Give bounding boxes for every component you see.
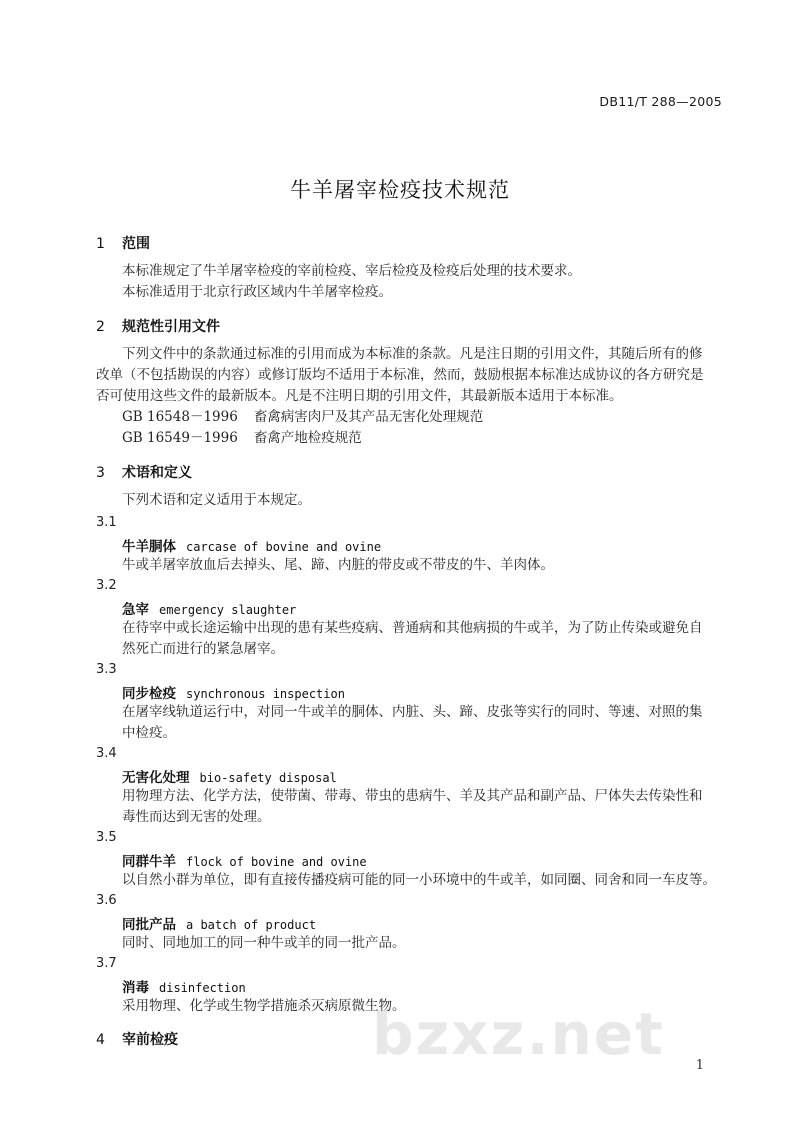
term-heading [122,682,345,702]
term-zh: 无害化处理 [122,770,190,786]
section-title: 范围 [122,236,150,252]
term-definition: 在屠宰线轨道运行中，对同一牛或羊的胴体、内脏、头、蹄、皮张等实行的同时、等速、对照的集 [122,704,703,720]
section-4-heading [96,1029,178,1049]
section-title: 宰前检疫 [122,1032,178,1048]
paragraph-line: 下列文件中的条款通过标准的引用而成为本标准的条款。凡是注日期的引用文件，其随后所有的修 [122,346,703,362]
reference-code: GB 16548－1996 [122,409,238,425]
term-heading [122,766,337,786]
term-definition: 毒性而达到无害的处理。 [122,809,271,825]
paragraph: 本标准规定了牛羊屠宰检疫的宰前检疫、宰后检疫及检疫后处理的技术要求。 [122,263,581,279]
paragraph: 本标准适用于北京行政区域内牛羊屠宰检疫。 [122,284,392,300]
term-en: disinfection [159,981,246,995]
paragraph: 下列术语和定义适用于本规定。 [122,492,311,508]
term-heading [122,535,381,555]
term-number: 3.1 [96,515,117,530]
section-title: 术语和定义 [122,465,192,481]
term-zh: 牛羊胴体 [122,539,176,555]
document-title: 牛羊屠宰检疫技术规范 [290,178,510,202]
term-definition: 牛或羊屠宰放血后去掉头、尾、蹄、内脏的带皮或不带皮的牛、羊肉体。 [122,557,554,573]
term-number: 3.3 [96,662,117,677]
term-en: bio-safety disposal [199,771,337,785]
term-zh: 同批产品 [122,917,176,933]
paragraph-line: 改单（不包括勘误的内容）或修订版均不适用于本标准，然而，鼓励根据本标准达成协议的各方研究是 [96,367,704,383]
term-heading [122,598,296,618]
term-number: 3.5 [96,830,117,845]
term-en: emergency slaughter [159,603,297,617]
page-number: 1 [695,1058,704,1073]
term-number: 3.6 [96,893,117,908]
term-zh: 消毒 [122,980,149,996]
section-number: 1 [96,236,105,252]
term-heading [122,850,367,870]
term-zh: 同步检疫 [122,686,176,702]
term-heading [122,976,246,996]
section-number: 4 [96,1032,105,1048]
term-en: a batch of product [186,918,317,932]
term-definition: 用物理方法、化学方法，使带菌、带毒、带虫的患病牛、羊及其产品和副产品、尸体失去传染性和 [122,788,703,804]
reference-name: 畜禽产地检疫规范 [253,430,362,446]
section-number: 3 [96,465,105,481]
section-title: 规范性引用文件 [122,319,220,335]
term-definition: 在待宰中或长途运输中出现的患有某些疫病、普通病和其他病损的牛或羊，为了防止传染或避免自 [122,620,703,636]
reference-code: GB 16549－1996 [122,430,238,446]
section-3-heading [96,462,192,482]
paragraph-line: 否可使用这些文件的最新版本。凡是不注明日期的引用文件，其最新版本适用于本标准。 [96,388,623,404]
term-zh: 同群牛羊 [122,854,176,870]
document-code: DB11/T 288—2005 [599,94,722,109]
term-definition: 采用物理、化学或生物学措施杀灭病原微生物。 [122,998,406,1014]
term-en: carcase of bovine and ovine [186,540,382,554]
term-definition: 以自然小群为单位，即有直接传播疫病可能的同一小环境中的牛或羊，如同圈、同舍和同一车皮等。 [122,872,716,888]
watermark: bzxz.net [372,1000,665,1068]
term-definition: 同时、同地加工的同一种牛或羊的同一批产品。 [122,935,406,951]
term-number: 3.2 [96,578,117,593]
section-2-heading [96,316,220,336]
reference-name: 畜禽病害肉尸及其产品无害化处理规范 [253,409,484,425]
term-en: synchronous inspection [186,687,345,701]
term-definition: 中检疫。 [122,725,176,741]
term-definition: 然死亡而进行的紧急屠宰。 [122,641,284,657]
reference-item [122,407,483,428]
reference-item [122,428,362,449]
term-number: 3.7 [96,956,117,971]
section-1-heading [96,233,150,253]
section-number: 2 [96,319,105,335]
term-number: 3.4 [96,746,117,761]
term-heading [122,913,316,933]
term-zh: 急宰 [122,602,149,618]
term-en: flock of bovine and ovine [186,855,367,869]
